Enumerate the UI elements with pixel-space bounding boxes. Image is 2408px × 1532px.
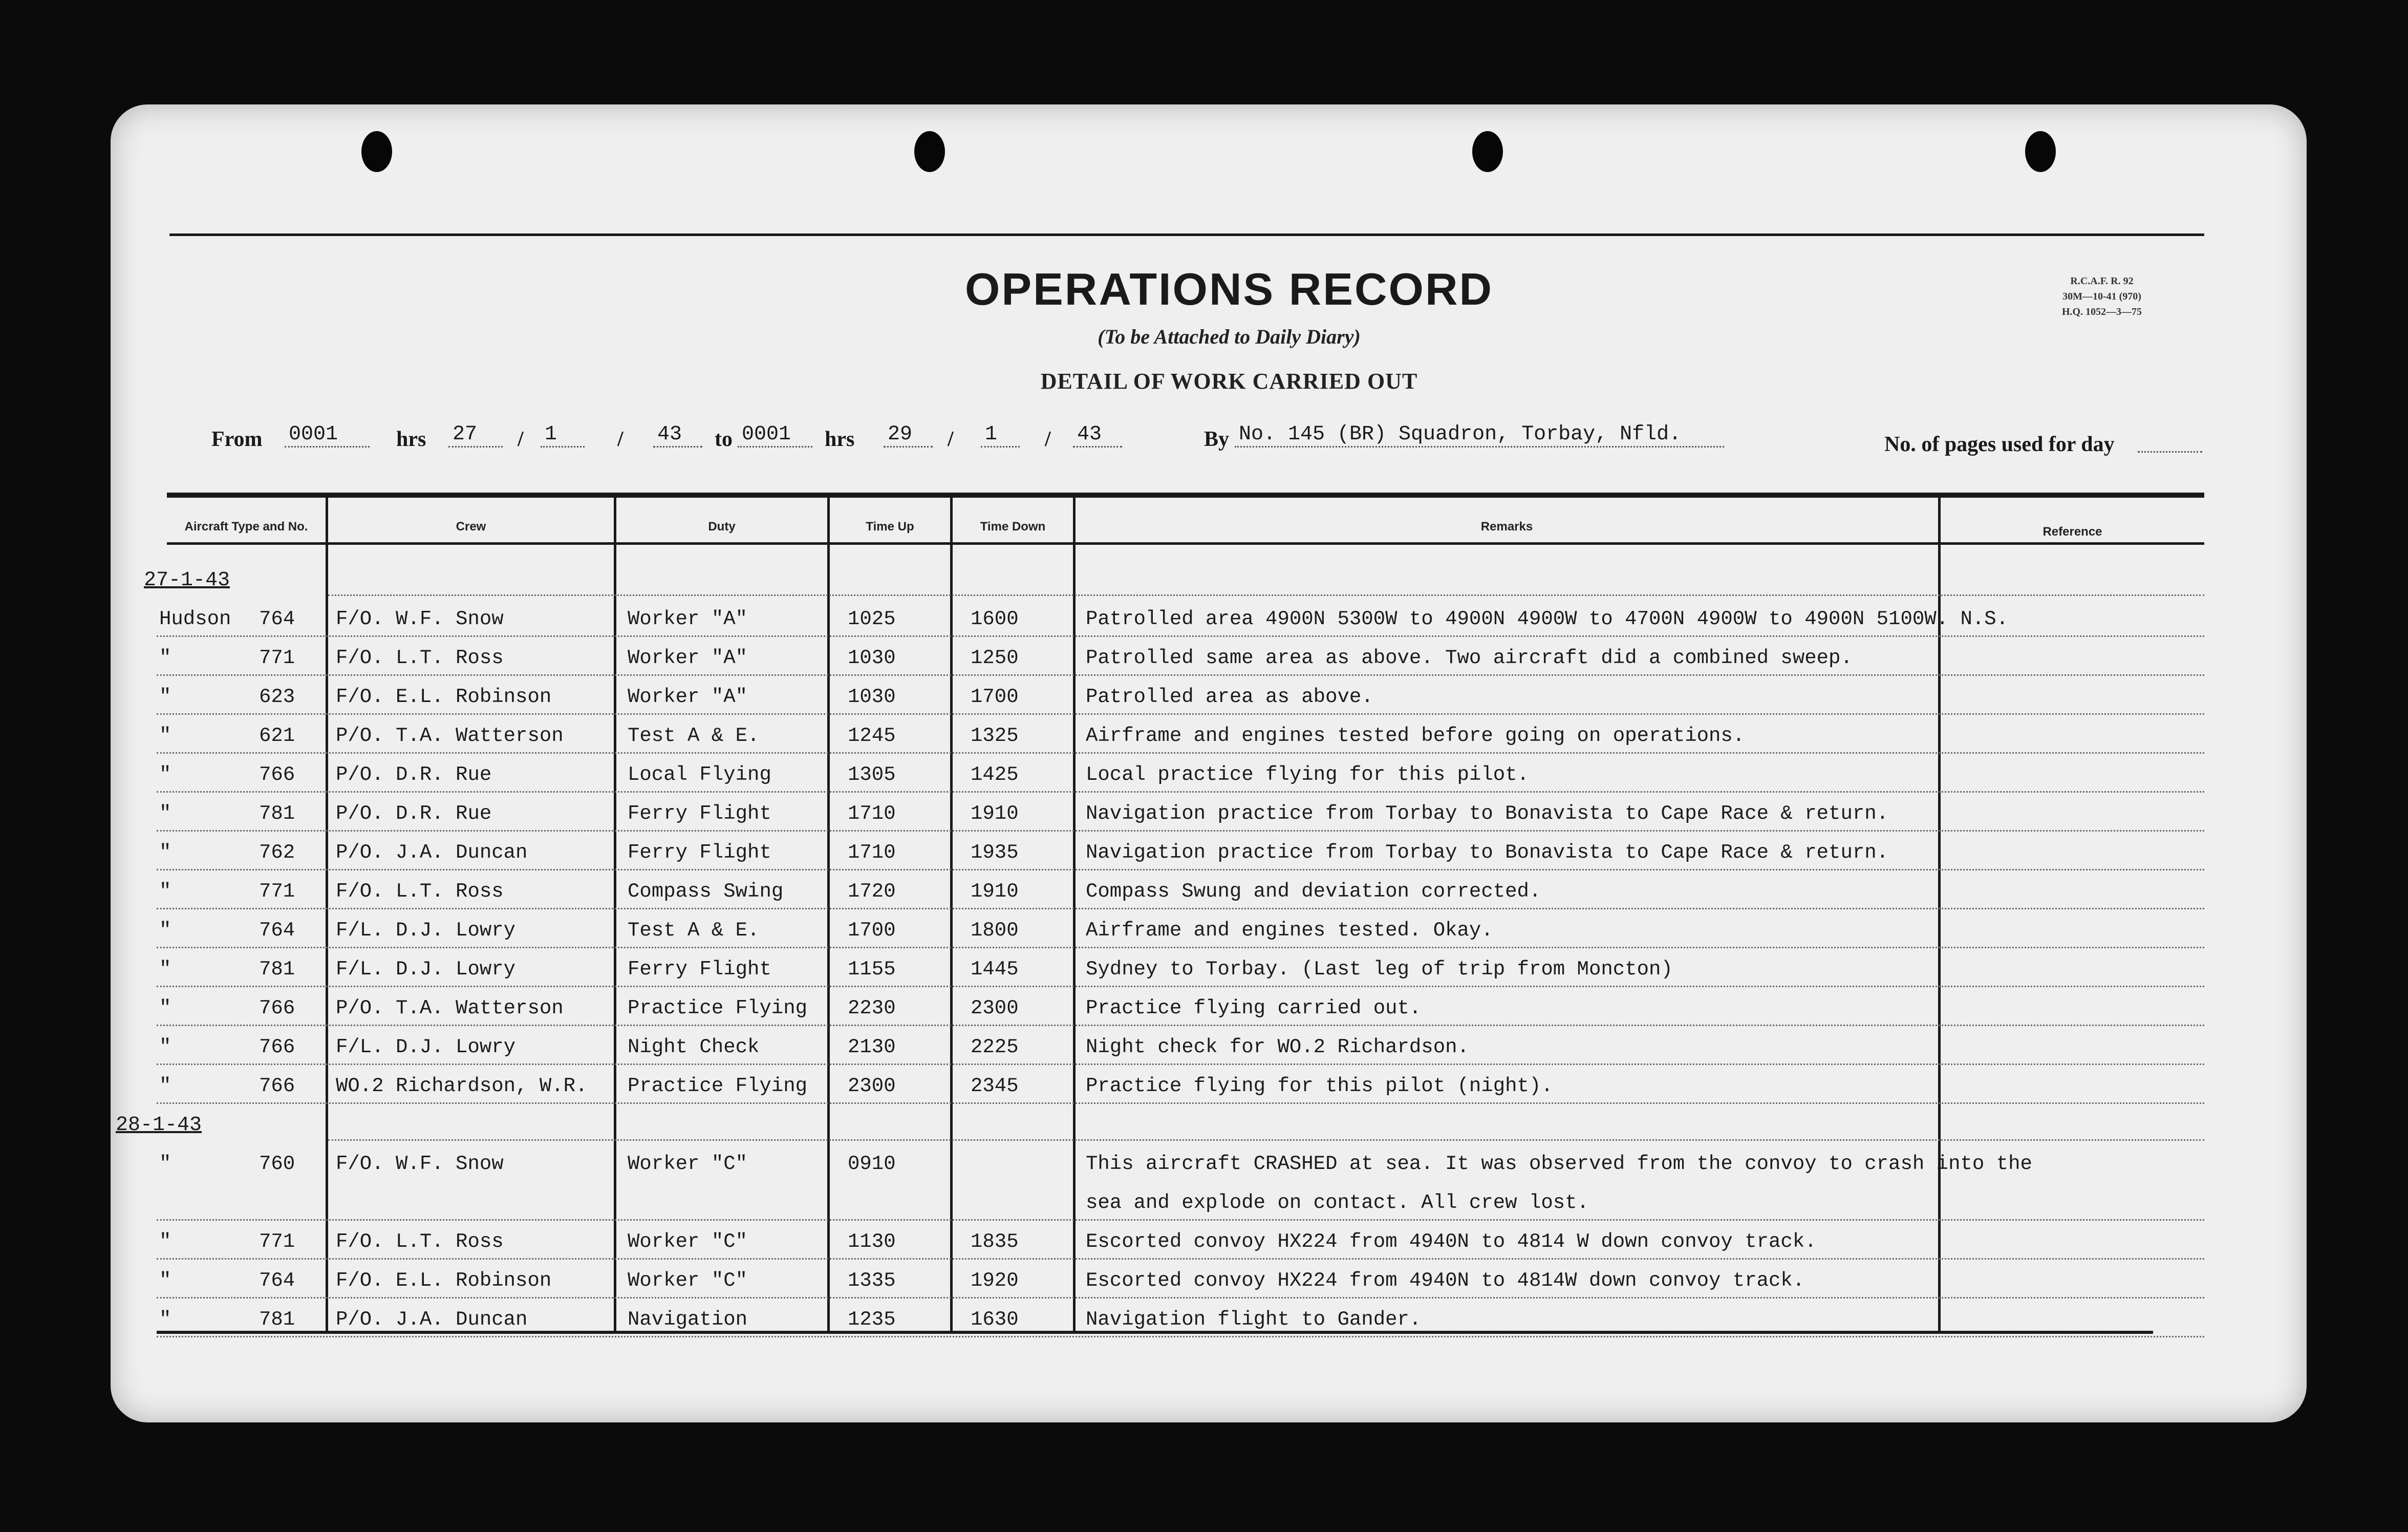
from-year: 43 bbox=[653, 423, 702, 448]
punch-hole bbox=[1472, 131, 1503, 172]
cell-down: 1445 bbox=[971, 958, 1019, 981]
row-dotted-rule bbox=[157, 869, 2204, 870]
row-dotted-rule bbox=[157, 1258, 2204, 1260]
cell-up: 0910 bbox=[848, 1153, 896, 1175]
cell-duty: Ferry Flight bbox=[628, 802, 771, 825]
section-date: 28-1-43 bbox=[116, 1114, 202, 1137]
cell-crew: F/O. L.T. Ross bbox=[336, 880, 504, 903]
period-line bbox=[111, 423, 2307, 458]
pages-label: No. of pages used for day bbox=[1884, 433, 2115, 456]
from-day: 27 bbox=[448, 423, 503, 448]
cell-crew: F/L. D.J. Lowry bbox=[336, 1036, 516, 1058]
cell-type: " bbox=[159, 725, 171, 747]
hrs-label: hrs bbox=[825, 428, 855, 451]
cell-crew: P/O. D.R. Rue bbox=[336, 802, 492, 825]
form-number-line: R.C.A.F. R. 92 bbox=[2070, 275, 2134, 287]
row-dotted-rule bbox=[157, 1102, 2204, 1104]
cell-type: " bbox=[159, 919, 171, 942]
cell-duty: Ferry Flight bbox=[628, 841, 771, 864]
cell-type: Hudson bbox=[159, 608, 231, 630]
cell-duty: Night Check bbox=[628, 1036, 760, 1058]
row-dotted-rule bbox=[328, 594, 2204, 596]
cell-type: " bbox=[159, 1036, 171, 1058]
by-label: By bbox=[1204, 428, 1230, 451]
cell-remarks: Practice flying carried out. bbox=[1086, 997, 1422, 1019]
cell-down: 1325 bbox=[971, 725, 1019, 747]
cell-crew: P/O. J.A. Duncan bbox=[336, 1308, 528, 1331]
cell-crew: P/O. T.A. Watterson bbox=[336, 725, 564, 747]
cell-no: 762 bbox=[259, 841, 295, 864]
cell-crew: P/O. T.A. Watterson bbox=[336, 997, 564, 1019]
cell-up: 1025 bbox=[848, 608, 896, 630]
cell-type: " bbox=[159, 1075, 171, 1097]
date-slash: / bbox=[1045, 428, 1051, 451]
cell-up: 1335 bbox=[848, 1269, 896, 1292]
row-dotted-rule bbox=[157, 635, 2204, 637]
cell-up: 1235 bbox=[848, 1308, 896, 1331]
cell-up: 1720 bbox=[848, 880, 896, 903]
column-divider bbox=[950, 495, 953, 1332]
cell-remarks: Patrolled same area as above. Two aircraft did a combined sweep. bbox=[1086, 647, 1853, 669]
cell-crew: F/O. E.L. Robinson bbox=[336, 686, 552, 708]
row-dotted-rule bbox=[157, 713, 2204, 715]
cell-down: 1630 bbox=[971, 1308, 1019, 1331]
record-sheet bbox=[111, 104, 2307, 1422]
row-dotted-rule bbox=[157, 986, 2204, 987]
cell-up: 1305 bbox=[848, 763, 896, 786]
from-label: From bbox=[211, 428, 263, 451]
cell-no: 764 bbox=[259, 919, 295, 942]
cell-duty: Navigation bbox=[628, 1308, 748, 1331]
cell-duty: Worker "C" bbox=[628, 1269, 748, 1292]
cell-duty: Ferry Flight bbox=[628, 958, 771, 981]
cell-up: 1030 bbox=[848, 686, 896, 708]
cell-up: 2130 bbox=[848, 1036, 896, 1058]
cell-up: 2230 bbox=[848, 997, 896, 1019]
column-divider bbox=[326, 495, 328, 1332]
from-time: 0001 bbox=[285, 423, 370, 448]
cell-remarks: Navigation flight to Gander. bbox=[1086, 1308, 1422, 1331]
cell-duty: Worker "A" bbox=[628, 647, 748, 669]
cell-type: " bbox=[159, 841, 171, 864]
row-dotted-rule bbox=[157, 908, 2204, 909]
cell-down: 1800 bbox=[971, 919, 1019, 942]
column-divider bbox=[1073, 495, 1076, 1332]
cell-duty: Test A & E. bbox=[628, 725, 760, 747]
cell-type: " bbox=[159, 958, 171, 981]
row-dotted-rule bbox=[157, 674, 2204, 676]
cell-remarks: Practice flying for this pilot (night). bbox=[1086, 1075, 1553, 1097]
cell-down: 2345 bbox=[971, 1075, 1019, 1097]
cell-remarks: Escorted convoy HX224 from 4940N to 4814 W down convoy track. bbox=[1086, 1230, 1817, 1253]
form-number-line: 30M—10-41 (970) bbox=[2062, 291, 2141, 302]
cell-no: 771 bbox=[259, 880, 295, 903]
cell-duty: Practice Flying bbox=[628, 1075, 808, 1097]
cell-remarks: Airframe and engines tested. Okay. bbox=[1086, 919, 1493, 942]
cell-remarks: Navigation practice from Torbay to Bonavista to Cape Race & return. bbox=[1086, 841, 1889, 864]
cell-no: 764 bbox=[259, 608, 295, 630]
cell-crew: F/O. W.F. Snow bbox=[336, 608, 504, 630]
row-dotted-rule bbox=[157, 947, 2204, 948]
pages-value bbox=[2138, 428, 2202, 453]
page-title: OPERATIONS RECORD bbox=[964, 264, 1494, 314]
cell-duty: Worker "C" bbox=[628, 1230, 748, 1253]
cell-type: " bbox=[159, 802, 171, 825]
cell-crew: F/O. L.T. Ross bbox=[336, 1230, 504, 1253]
to-time: 0001 bbox=[738, 423, 812, 448]
row-dotted-rule bbox=[157, 1025, 2204, 1026]
row-dotted-rule bbox=[157, 752, 2204, 754]
cell-no: 771 bbox=[259, 647, 295, 669]
cell-down: 1910 bbox=[971, 802, 1019, 825]
from-month: 1 bbox=[541, 423, 585, 448]
cell-up: 1245 bbox=[848, 725, 896, 747]
cell-up: 2300 bbox=[848, 1075, 896, 1097]
cell-type: " bbox=[159, 647, 171, 669]
detail-heading: DETAIL OF WORK CARRIED OUT bbox=[1040, 369, 1418, 394]
date-slash: / bbox=[948, 428, 954, 451]
cell-down: 1250 bbox=[971, 647, 1019, 669]
cell-type: " bbox=[159, 686, 171, 708]
col-duty: Duty bbox=[708, 520, 736, 534]
cell-crew: F/L. D.J. Lowry bbox=[336, 919, 516, 942]
cell-duty: Compass Swing bbox=[628, 880, 784, 903]
cell-up: 1030 bbox=[848, 647, 896, 669]
cell-no: 623 bbox=[259, 686, 295, 708]
cell-down: 1425 bbox=[971, 763, 1019, 786]
cell-down: 1835 bbox=[971, 1230, 1019, 1253]
cell-crew: F/O. L.T. Ross bbox=[336, 647, 504, 669]
col-time-down: Time Down bbox=[980, 520, 1046, 534]
col-remarks: Remarks bbox=[1480, 520, 1533, 534]
cell-up: 1130 bbox=[848, 1230, 896, 1253]
cell-crew: WO.2 Richardson, W.R. bbox=[336, 1075, 588, 1097]
date-slash: / bbox=[617, 428, 624, 451]
cell-type: " bbox=[159, 880, 171, 903]
to-label: to bbox=[715, 428, 733, 451]
cell-down: 1910 bbox=[971, 880, 1019, 903]
cell-type: " bbox=[159, 1153, 171, 1175]
row-dotted-rule bbox=[157, 830, 2204, 832]
cell-crew: P/O. D.R. Rue bbox=[336, 763, 492, 786]
cell-no: 781 bbox=[259, 802, 295, 825]
cell-up: 1710 bbox=[848, 841, 896, 864]
section-date: 27-1-43 bbox=[144, 569, 230, 592]
cell-type: " bbox=[159, 1269, 171, 1292]
punch-hole bbox=[361, 131, 392, 172]
col-time-up: Time Up bbox=[866, 520, 914, 534]
cell-down: 1920 bbox=[971, 1269, 1019, 1292]
hrs-label: hrs bbox=[396, 428, 426, 451]
column-divider bbox=[827, 495, 830, 1332]
cell-duty: Worker "A" bbox=[628, 686, 748, 708]
cell-duty: Practice Flying bbox=[628, 997, 808, 1019]
cell-down: 1700 bbox=[971, 686, 1019, 708]
col-crew: Crew bbox=[456, 520, 486, 534]
cell-crew: F/O. W.F. Snow bbox=[336, 1153, 504, 1175]
row-dotted-rule bbox=[157, 1297, 2204, 1299]
table-top-rule bbox=[167, 493, 2204, 498]
to-day: 29 bbox=[884, 423, 933, 448]
cell-type: " bbox=[159, 1308, 171, 1331]
cell-remarks: Patrolled area 4900N 5300W to 4900N 4900W to 4700N 4900W to 4900N 5100W. N.S. bbox=[1086, 608, 2009, 630]
cell-no: 764 bbox=[259, 1269, 295, 1292]
cell-no: 766 bbox=[259, 763, 295, 786]
cell-no: 766 bbox=[259, 1075, 295, 1097]
cell-no: 760 bbox=[259, 1153, 295, 1175]
cell-no: 621 bbox=[259, 725, 295, 747]
punch-hole bbox=[914, 131, 945, 172]
col-aircraft: Aircraft Type and No. bbox=[184, 520, 308, 534]
cell-duty: Worker "A" bbox=[628, 608, 748, 630]
cell-remarks-continued: sea and explode on contact. All crew lost. bbox=[1086, 1191, 1589, 1214]
to-year: 43 bbox=[1073, 423, 1122, 448]
cell-type: " bbox=[159, 763, 171, 786]
to-month: 1 bbox=[981, 423, 1020, 448]
cell-down: 2225 bbox=[971, 1036, 1019, 1058]
form-number-line: H.Q. 1052—3—75 bbox=[2061, 306, 2142, 317]
cell-crew: F/L. D.J. Lowry bbox=[336, 958, 516, 981]
cell-down: 1600 bbox=[971, 608, 1019, 630]
cell-no: 766 bbox=[259, 1036, 295, 1058]
cell-remarks: Patrolled area as above. bbox=[1086, 686, 1373, 708]
cell-no: 781 bbox=[259, 1308, 295, 1331]
row-dotted-rule bbox=[157, 791, 2204, 793]
cell-crew: P/O. J.A. Duncan bbox=[336, 841, 528, 864]
cell-type: " bbox=[159, 1230, 171, 1253]
cell-remarks: Local practice flying for this pilot. bbox=[1086, 763, 1529, 786]
cell-remarks: Escorted convoy HX224 from 4940N to 4814W down convoy track. bbox=[1086, 1269, 1805, 1292]
cell-no: 781 bbox=[259, 958, 295, 981]
punch-hole bbox=[2025, 131, 2056, 172]
row-dotted-rule bbox=[157, 1063, 2204, 1065]
cell-duty: Local Flying bbox=[628, 763, 771, 786]
row-dotted-rule bbox=[157, 1219, 2204, 1221]
row-dotted-rule bbox=[328, 1139, 2204, 1141]
cell-remarks: This aircraft CRASHED at sea. It was observed from the convoy to crash into the bbox=[1086, 1153, 2032, 1175]
cell-remarks: Compass Swung and deviation corrected. bbox=[1086, 880, 1541, 903]
unit-name: No. 145 (BR) Squadron, Torbay, Nfld. bbox=[1235, 423, 1724, 448]
cell-no: 771 bbox=[259, 1230, 295, 1253]
cell-remarks: Night check for WO.2 Richardson. bbox=[1086, 1036, 1469, 1058]
column-divider bbox=[614, 495, 616, 1332]
cell-duty: Test A & E. bbox=[628, 919, 760, 942]
cell-no: 766 bbox=[259, 997, 295, 1019]
cell-type: " bbox=[159, 997, 171, 1019]
cell-down: 2300 bbox=[971, 997, 1019, 1019]
cell-crew: F/O. E.L. Robinson bbox=[336, 1269, 552, 1292]
cell-remarks: Sydney to Torbay. (Last leg of trip from Moncton) bbox=[1086, 958, 1673, 981]
top-rule bbox=[169, 233, 2204, 236]
cell-up: 1700 bbox=[848, 919, 896, 942]
form-number bbox=[2025, 273, 2179, 320]
cell-up: 1710 bbox=[848, 802, 896, 825]
cell-remarks: Airframe and engines tested before going on operations. bbox=[1086, 725, 1745, 747]
date-slash: / bbox=[518, 428, 524, 451]
col-reference: Reference bbox=[2042, 525, 2102, 539]
cell-down: 1935 bbox=[971, 841, 1019, 864]
page-subtitle: (To be Attached to Daily Diary) bbox=[1098, 325, 1361, 348]
cell-duty: Worker "C" bbox=[628, 1153, 748, 1175]
cell-up: 1155 bbox=[848, 958, 896, 981]
row-dotted-rule bbox=[157, 1336, 2204, 1337]
table-bottom-rule bbox=[157, 1331, 2153, 1334]
cell-remarks: Navigation practice from Torbay to Bonavista to Cape Race & return. bbox=[1086, 802, 1889, 825]
